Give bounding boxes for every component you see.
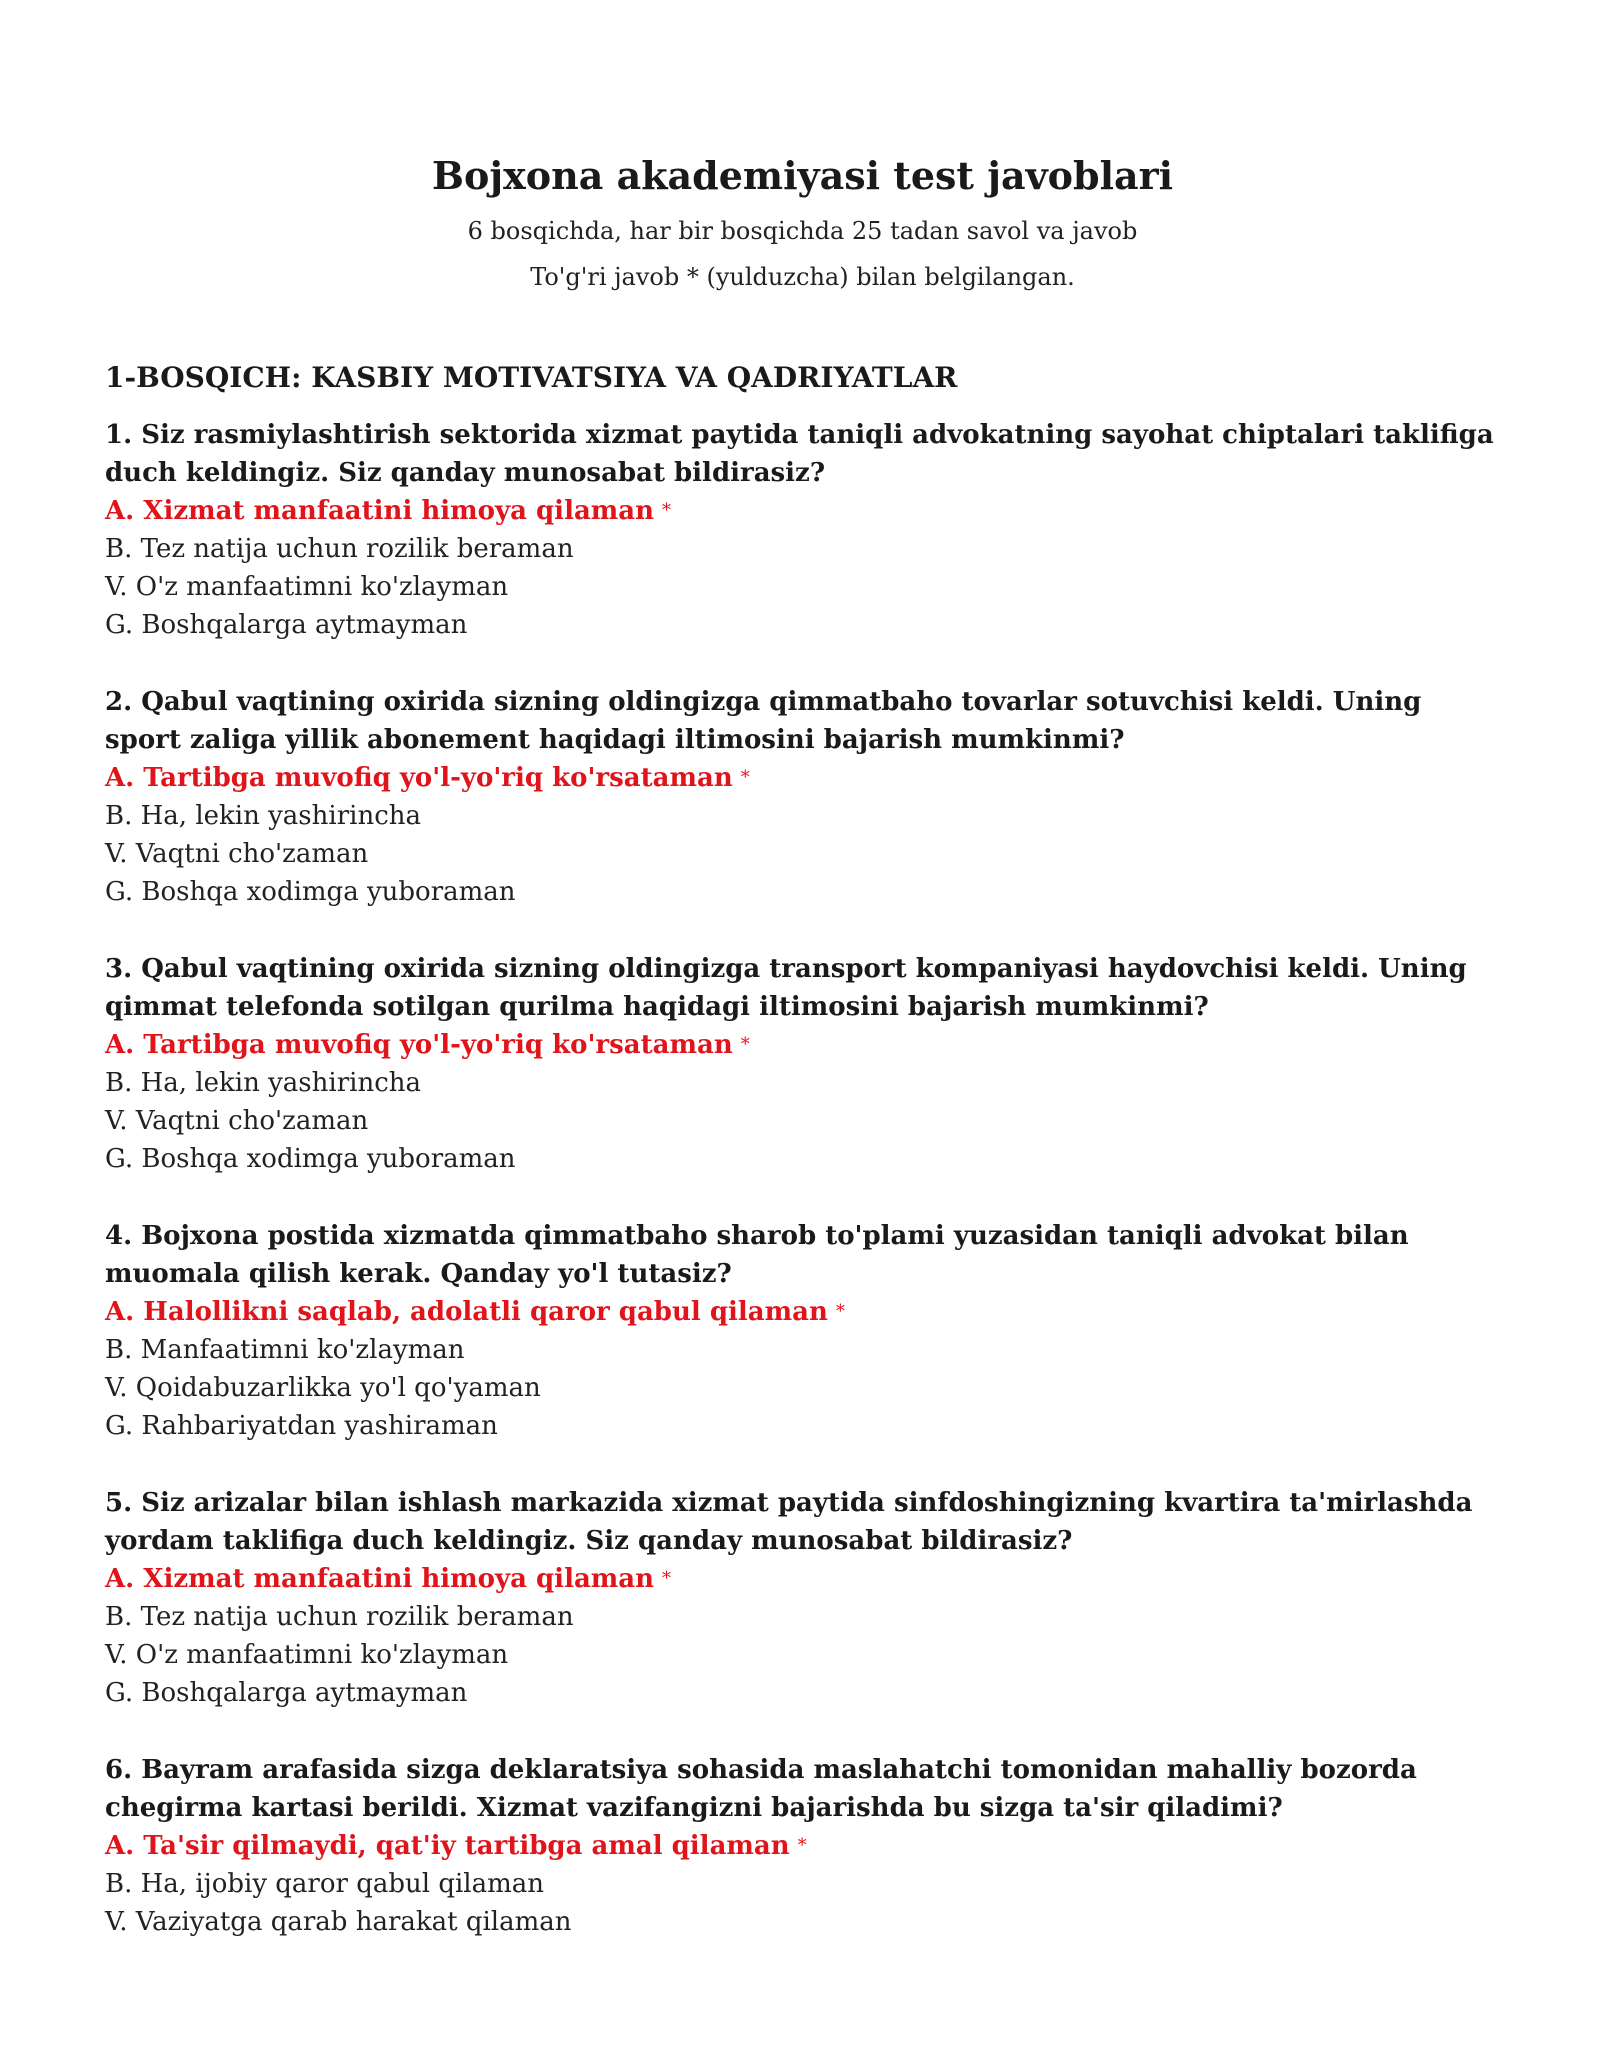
answer-option: G. Boshqa xodimga yuboraman bbox=[105, 1144, 516, 1174]
question-block bbox=[105, 1217, 1500, 1445]
question-block bbox=[105, 1751, 1500, 1941]
correct-answer-text: A. Xizmat manfaatini himoya qilaman bbox=[105, 496, 655, 526]
correct-answer-text: A. Halollikni saqlab, adolatli qaror qabul qilaman bbox=[105, 1297, 828, 1327]
question-block bbox=[105, 950, 1500, 1178]
correct-star-icon: * bbox=[662, 1568, 672, 1589]
question-block bbox=[105, 416, 1500, 644]
question-block bbox=[105, 1484, 1500, 1712]
correct-answer bbox=[105, 1026, 1500, 1064]
document-header bbox=[105, 0, 1500, 296]
answer-option: V. O'z manfaatimni ko'zlayman bbox=[105, 572, 509, 602]
answer-option: B. Tez natija uchun rozilik beraman bbox=[105, 534, 574, 564]
correct-star-icon: * bbox=[662, 500, 672, 521]
answer-option: B. Ha, lekin yashirincha bbox=[105, 801, 422, 831]
question-text: 1. Siz rasmiylashtirish sektorida xizmat paytida taniqli advokatning sayohat chiptalari taklifiga duch keldingiz. Siz qanday munosabat bildirasiz? bbox=[105, 420, 1494, 488]
correct-answer-text: A. Tartibga muvofiq yo'l-yo'riq ko'rsataman bbox=[105, 763, 733, 793]
correct-star-icon: * bbox=[797, 1835, 807, 1856]
question-text: 5. Siz arizalar bilan ishlash markazida xizmat paytida sinfdoshingizning kvartira ta'mirlashda yordam taklifiga duch keldingiz. Siz qanday munosabat bildirasiz? bbox=[105, 1488, 1473, 1556]
answer-option: G. Boshqalarga aytmayman bbox=[105, 1678, 468, 1708]
correct-answer bbox=[105, 1827, 1500, 1865]
correct-star-icon: * bbox=[740, 1034, 750, 1055]
answer-option: V. Vaqtni cho'zaman bbox=[105, 1106, 369, 1136]
correct-answer bbox=[105, 1560, 1500, 1598]
answer-option: V. Vaziyatga qarab harakat qilaman bbox=[105, 1907, 572, 1937]
answer-option: G. Boshqalarga aytmayman bbox=[105, 610, 468, 640]
question-text: 4. Bojxona postida xizmatda qimmatbaho sharob to'plami yuzasidan taniqli advokat bilan muomala qilish kerak. Qanday yo'l tutasiz? bbox=[105, 1221, 1409, 1289]
question-text: 3. Qabul vaqtining oxirida sizning oldingizga transport kompaniyasi haydovchisi keldi. Uning qimmat telefonda sotilgan qurilma haqidagi iltimosini bajarish mumkinmi? bbox=[105, 954, 1467, 1022]
answer-option: B. Ha, ijobiy qaror qabul qilaman bbox=[105, 1869, 544, 1899]
correct-answer bbox=[105, 492, 1500, 530]
correct-answer bbox=[105, 759, 1500, 797]
question-text: 6. Bayram arafasida sizga deklaratsiya sohasida maslahatchi tomonidan mahalliy bozorda chegirma kartasi berildi. Xizmat vazifangizni bajarishda bu sizga ta'sir qiladimi? bbox=[105, 1755, 1417, 1823]
correct-star-icon: * bbox=[740, 767, 750, 788]
document-title: Bojxona akademiyasi test javoblari bbox=[431, 153, 1174, 198]
answer-option: V. Vaqtni cho'zaman bbox=[105, 839, 369, 869]
section-title: 1-BOSQICH: KASBIY MOTIVATSIYA VA QADRIYATLAR bbox=[105, 361, 958, 394]
answer-option: B. Manfaatimni ko'zlayman bbox=[105, 1335, 465, 1365]
correct-answer bbox=[105, 1293, 1500, 1331]
answer-option: G. Boshqa xodimga yuboraman bbox=[105, 877, 516, 907]
correct-answer-text: A. Tartibga muvofiq yo'l-yo'riq ko'rsataman bbox=[105, 1030, 733, 1060]
document-subtitle: 6 bosqichda, har bir bosqichda 25 tadan savol va javob bbox=[467, 217, 1138, 245]
answer-option: V. Qoidabuzarlikka yo'l qo'yaman bbox=[105, 1373, 541, 1403]
answer-option: B. Ha, lekin yashirincha bbox=[105, 1068, 422, 1098]
correct-answer-text: A. Xizmat manfaatini himoya qilaman bbox=[105, 1564, 655, 1594]
correct-star-icon: * bbox=[835, 1301, 845, 1322]
question-block bbox=[105, 683, 1500, 911]
answer-option: V. O'z manfaatimni ko'zlayman bbox=[105, 1640, 509, 1670]
answer-option: G. Rahbariyatdan yashiraman bbox=[105, 1411, 498, 1441]
answer-option: B. Tez natija uchun rozilik beraman bbox=[105, 1602, 574, 1632]
question-text: 2. Qabul vaqtining oxirida sizning oldingizga qimmatbaho tovarlar sotuvchisi keldi. Uning sport zaliga yillik abonement haqidagi iltimosini bajarish mumkinmi? bbox=[105, 687, 1422, 755]
correct-answer-text: A. Ta'sir qilmaydi, qat'iy tartibga amal qilaman bbox=[105, 1831, 790, 1861]
document-note: To'g'ri javob * (yulduzcha) bilan belgilangan. bbox=[530, 263, 1075, 291]
